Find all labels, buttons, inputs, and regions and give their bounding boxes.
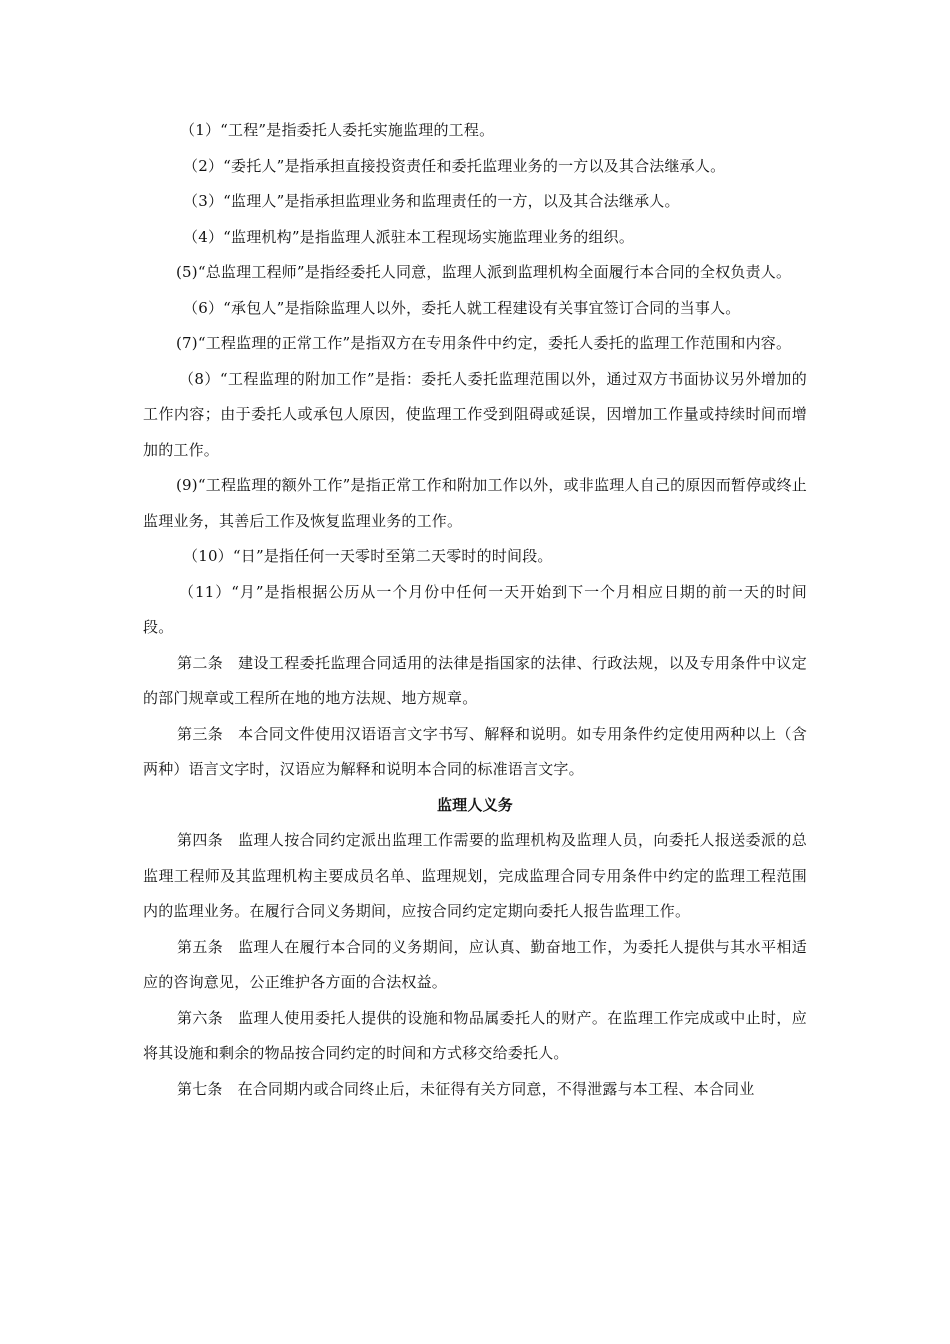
article-7-label: 第七条 [177,1079,223,1098]
document-body [143,113,807,1107]
article-7-text: 在合同期内或合同终止后，未征得有关方同意，不得泄露与本工程、本合同业 [237,1079,755,1098]
definition-7: (7)“工程监理的正常工作”是指双方在专用条件中约定，委托人委托的监理工作范围和内容。 [176,334,792,352]
definition-3: （3）“监理人”是指承担监理业务和监理责任的一方，以及其合法继承人。 [183,192,680,210]
section-title: 监理人义务 [436,795,513,814]
definition-4: （4）“监理机构”是指监理人派驻本工程现场实施监理业务的组织。 [183,227,635,246]
definition-9: (9)“工程监理的额外工作”是指正常工作和附加工作以外，或非监理人自己的原因而暂停或终止监理业务，其善后工作及恢复监理业务的工作。 [143,476,807,530]
definition-2: （2）“委托人”是指承担直接投资责任和委托监理业务的一方以及其合法继承人。 [183,156,726,175]
article-3-label: 第三条 [177,724,224,743]
definition-10: （10）“日”是指任何一天零时至第二天零时的时间段。 [183,547,553,565]
article-3 [143,717,807,788]
definition-1: （1）“工程”是指委托人委托实施监理的工程。 [180,121,495,139]
article-4-label: 第四条 [177,831,224,849]
article-3-text: 本合同文件使用汉语语言文字书写、解释和说明。如专用条件约定使用两种以上（含两种）语言文字时，汉语应为解释和说明本合同的标准语言文字。 [143,724,807,778]
article-4 [143,823,807,930]
article-2-label: 第二条 [177,653,224,672]
article-5-label: 第五条 [177,937,224,956]
definition-11: （11）“月”是指根据公历从一个月份中任何一天开始到下一个月相应日期的前一天的时间段。 [143,582,807,636]
article-2 [143,646,807,717]
article-7 [143,1072,807,1108]
article-5-text: 监理人在履行本合同的义务期间，应认真、勤奋地工作，为委托人提供与其水平相适应的咨询意见，公正维护各方面的合法权益。 [143,937,807,991]
article-6 [143,1001,807,1072]
definition-6: （6）“承包人”是指除监理人以外，委托人就工程建设有关事宜签订合同的当事人。 [183,298,741,317]
article-2-text: 建设工程委托监理合同适用的法律是指国家的法律、行政法规，以及专用条件中议定的部门规章或工程所在地的地方法规、地方规章。 [143,653,807,707]
article-4-text: 监理人按合同约定派出监理工作需要的监理机构及监理人员，向委托人报送委派的总监理工程师及其监理机构主要成员名单、监理规划，完成监理合同专用条件中约定的监理工程范围内的监理业务。在履行合同义务期间，应按合同约定定期向委托人报告监理工作。 [143,831,807,920]
definition-5: (5)“总监理工程师”是指经委托人同意，监理人派到监理机构全面履行本合同的全权负责人。 [176,263,792,281]
article-6-text: 监理人使用委托人提供的设施和物品属委托人的财产。在监理工作完成或中止时，应将其设施和剩余的物品按合同约定的时间和方式移交给委托人。 [143,1008,807,1062]
article-5 [143,930,807,1001]
definition-8: （8）“工程监理的附加工作”是指：委托人委托监理范围以外，通过双方书面协议另外增加的工作内容；由于委托人或承包人原因，使监理工作受到阻碍或延误，因增加工作量或持续时间而增加的工作。 [143,369,807,459]
article-6-label: 第六条 [177,1008,224,1027]
